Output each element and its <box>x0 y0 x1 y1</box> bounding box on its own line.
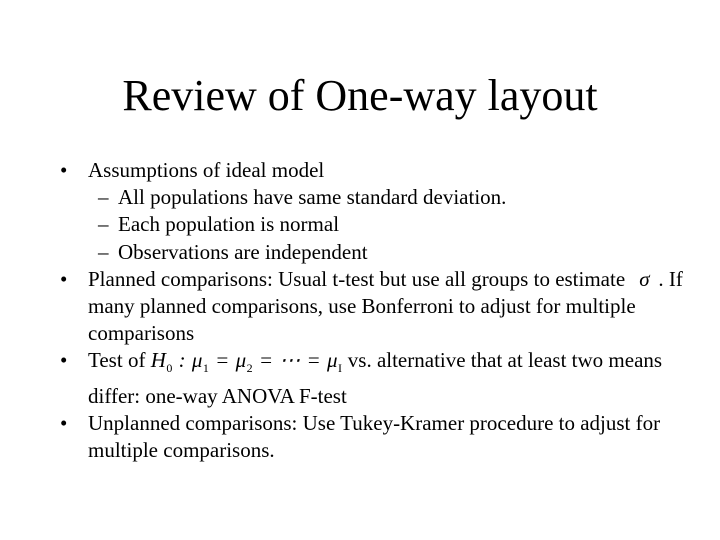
sub-bullet-text: All populations have same standard deviation. <box>118 185 507 210</box>
bullet-text-part2: vs. alternative that at least two means differ: one-way ANOVA F-test <box>88 348 663 408</box>
dash-marker: – <box>98 212 109 237</box>
bullet-text: Assumptions of ideal model <box>88 158 325 182</box>
sub-bullet-text: Each population is normal <box>118 212 340 237</box>
sub-bullet-same-sd <box>60 184 700 211</box>
hyp-mu2-sub: 2 <box>246 361 254 376</box>
bullet-marker: • <box>60 411 68 436</box>
bullet-marker: • <box>60 158 68 182</box>
bullet-unplanned-comparisons <box>60 410 700 464</box>
hyp-mu1: μ <box>191 348 203 373</box>
null-hypothesis-formula <box>150 348 343 376</box>
hyp-muI-sub: I <box>338 361 343 376</box>
bullet-assumptions <box>60 157 700 184</box>
slide-body <box>60 157 700 464</box>
bullet-text-part1: Test of <box>88 348 146 373</box>
sub-bullet-text: Observations are independent <box>118 239 368 264</box>
sigma-symbol: σ <box>639 266 650 291</box>
hyp-mu1-sub: 1 <box>202 361 210 376</box>
hyp-eq2: = ⋯ = <box>253 348 327 373</box>
bullet-marker: • <box>60 266 68 291</box>
hyp-colon: : <box>172 348 192 373</box>
dash-marker: – <box>98 239 109 264</box>
hyp-eq1: = <box>209 348 236 373</box>
slide-title: Review of One-way layout <box>122 71 598 120</box>
bullet-text: Unplanned comparisons: Use Tukey-Kramer procedure to adjust for multiple comparisons. <box>88 411 661 463</box>
hyp-H: H <box>150 348 167 373</box>
bullet-marker: • <box>60 348 68 373</box>
hyp-muI: μ <box>326 348 339 373</box>
bullet-test-of <box>60 347 700 410</box>
dash-marker: – <box>98 185 109 210</box>
sub-bullet-normal <box>60 211 700 238</box>
hyp-H-sub: 0 <box>166 361 173 376</box>
sub-bullet-independent <box>60 239 700 266</box>
bullet-text-part2: . If many planned comparisons, use Bonferroni to adjust for multiple comparisons <box>88 266 683 346</box>
bullet-planned-comparisons <box>60 266 700 348</box>
hyp-mu2: μ <box>235 348 247 373</box>
bullet-text-part1: Planned comparisons: Usual t-test but use all groups to estimate <box>88 266 626 291</box>
